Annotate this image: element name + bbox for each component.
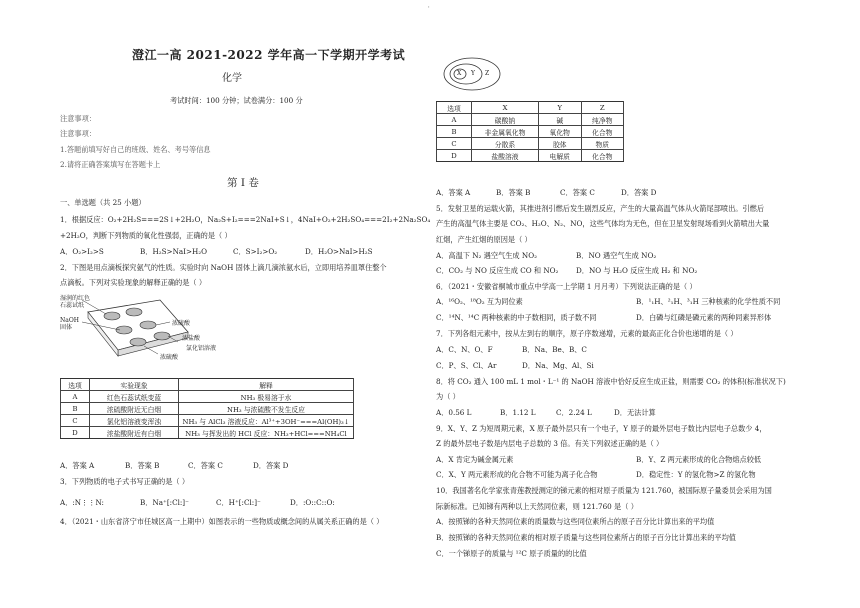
notes-line-4: 2.请将正确答案填写在答题卡上 — [60, 160, 161, 169]
top-dot: ' — [428, 6, 430, 13]
table-cell: 非金属氧化物 — [472, 126, 539, 138]
table-cell: NH₃ 与 AlCl₃ 溶液反应：Al³⁺+3OH⁻===Al(OH)₃↓ — [179, 415, 354, 427]
q3-option-c: C．H⁺[:Cl:]⁻ — [216, 498, 261, 507]
q9-option-d: D．稳定性：Y 的氢化物>Z 的氢化物 — [636, 470, 756, 479]
table-cell: 胶体 — [539, 138, 582, 150]
q6-option-c: C．¹⁴N、¹⁴C 两种核素的中子数相同，质子数不同 — [436, 313, 597, 322]
q6-option-d: D．白磷与红磷是磷元素的两种同素异形体 — [636, 313, 772, 322]
q4-option-b: B．答案 B — [496, 188, 531, 197]
question-5-line-1: 5．发射卫星的运载火箭，其推进剂引燃后发生剧烈反应，产生的大量高温气体从火箭尾部喷出。引燃后 — [436, 204, 765, 213]
table-cell: B — [437, 126, 472, 138]
table-header-cell: 选项 — [61, 379, 90, 391]
q5-option-d: D．NO 与 H₂O 反应生成 H₂ 和 NO₂ — [576, 266, 698, 275]
table-cell: 纯净物 — [581, 114, 624, 126]
q10-option-c: C．一个锑原子的质量与 ¹²C 原子质量的的比值 — [436, 549, 587, 558]
table-cell: 浓盐酸附近有白烟 — [90, 427, 179, 439]
table-cell: 电解质 — [539, 150, 582, 162]
table-cell: 碱 — [539, 114, 582, 126]
question-10-line-1: 10．我国著名化学家张青莲教授测定的锑元素的相对原子质量为 121.760，被国际原子量委员会采用为国 — [436, 486, 772, 495]
exam-info: 考试时间：100 分钟；试卷满分：100 分 — [170, 96, 303, 105]
q7-option-a: A．C、N、O、F — [436, 345, 493, 354]
volume-title: 第 I 卷 — [227, 177, 259, 189]
q7-option-c: C．P、S、Cl、Ar — [436, 361, 497, 370]
table-header-cell: 选项 — [437, 102, 472, 114]
table-cell: 盐酸溶液 — [472, 150, 539, 162]
table-cell: NH₃ 与挥发出的 HCl 反应：NH₃+HCl===NH₄Cl — [179, 427, 354, 439]
table-header-cell: 实验现象 — [90, 379, 179, 391]
q10-option-a: A．按照锑的各种天然同位素的质量数与这些同位素所占的原子百分比计算出来的平均值 — [436, 517, 715, 526]
q5-option-c: C．CO₂ 与 NO 反应生成 CO 和 NO₂ — [436, 266, 559, 275]
fig-label-conc-sulfuric-2: 浓硫酸 — [160, 354, 179, 361]
table-cell: 氧化物 — [539, 126, 582, 138]
question-4: 4．（2021・山东省济宁市任城区高一上期中）如图表示的一些物质或概念间的从属关系正确的是（ ） — [60, 517, 384, 526]
q4-option-a: A．答案 A — [436, 188, 471, 197]
table-header-cell: Y — [539, 102, 582, 114]
question-7: 7．下列各组元素中，按从左到右的顺序，原子序数递增，元素的最高正化合价也递增的是（ ） — [436, 329, 738, 338]
question-1-line-2: +2H₂O，判断下列物质的氧化性强弱，正确的是（ ） — [60, 231, 232, 240]
q1-option-a: A．O₂>I₂>S — [60, 247, 104, 256]
question-9-line-2: Z 的最外层电子数是内层电子总数的 3 倍。有关下列叙述正确的是（ ） — [436, 439, 664, 448]
table-row — [437, 138, 624, 150]
table-cell: 化合物 — [581, 126, 624, 138]
table-row — [61, 415, 354, 427]
table-row — [61, 403, 354, 415]
question-5-line-2: 产生的高温气体主要是 CO₂、H₂O、N₂、NO，这些气体均为无色，但在卫星发射现场看到火箭喷出大量 — [436, 219, 770, 228]
q1-option-c: C．S>I₂>O₂ — [233, 247, 278, 256]
question-3: 3．下列物质的电子式书写正确的是（ ） — [60, 477, 190, 486]
fig-label-naoh-1: NaOH — [60, 317, 79, 324]
q10-option-b: B．按照锑的各种天然同位素的相对原子质量与这些同位素所占的原子百分比计算出来的平均值 — [436, 533, 736, 542]
question-5-line-3: 红烟，产生红烟的原因是（ ） — [436, 235, 532, 244]
table-row — [61, 391, 354, 403]
question-2-line-2: 点滴板。下列对实验现象的解释正确的是（ ） — [60, 278, 207, 287]
q8-option-d: D．无法计算 — [614, 408, 656, 417]
q2-option-d: D．答案 D — [253, 461, 289, 470]
table-row — [61, 427, 354, 439]
table-cell: C — [437, 138, 472, 150]
table-cell: 化合物 — [581, 150, 624, 162]
table-header-cell: 解释 — [179, 379, 354, 391]
fig-label-naoh-2: 固体 — [60, 324, 73, 331]
table-header-cell: Z — [581, 102, 624, 114]
question-6: 6．（2021・安徽省桐城市重点中学高一上学期 1 月月考）下列说法正确的是（ ） — [436, 282, 697, 291]
q6-option-b: B．¹₁H、²₁H、³₁H 三种核素的化学性质不同 — [636, 297, 781, 306]
fig-label-litmus-2: 石蕊试纸 — [60, 302, 85, 309]
q2-option-b: B．答案 B — [125, 461, 160, 470]
venn-label-y: Y — [471, 70, 475, 77]
fig-label-conc-sulfuric-1: 浓硫酸 — [172, 320, 191, 327]
table-cell: NH₃ 与浓硫酸不发生反应 — [179, 403, 354, 415]
question-8-line-2: 为（ ） — [436, 392, 460, 401]
venn-label-z: Z — [485, 70, 490, 77]
q1-option-b: B．H₂S>NaI>H₂O — [140, 247, 208, 256]
table-cell: 氯化铝溶液变浑浊 — [90, 415, 179, 427]
notes-line-1: 注意事项： — [60, 114, 96, 123]
question-1-line-1: 1．根据反应：O₂+2H₂S===2S↓+2H₂O，Na₂S+I₂===2NaI+S↓，4NaI+O₂+2H₂SO₄===2I₂+2Na₂SO₄ — [60, 215, 431, 224]
table-row — [437, 126, 624, 138]
page-title: 澄江一高 2021-2022 学年高一下学期开学考试 — [132, 48, 406, 62]
table-header-row — [61, 379, 354, 391]
q2-option-a: A．答案 A — [60, 461, 95, 470]
table-cell: D — [437, 150, 472, 162]
question-4-table — [436, 101, 624, 162]
q1-option-d: D．H₂O>NaI>H₂S — [305, 247, 373, 256]
table-cell: B — [61, 403, 90, 415]
table-cell: NH₃ 极易溶于水 — [179, 391, 354, 403]
question-9-line-1: 9．X、Y、Z 为短周期元素，X 原子最外层只有一个电子，Y 原子的最外层电子数比内层电子总数少 4， — [436, 424, 767, 433]
table-header-row — [437, 102, 624, 114]
q9-option-c: C．X、Y 两元素形成的化合物不可能为离子化合物 — [436, 470, 598, 479]
table-cell: 碳酸钠 — [472, 114, 539, 126]
table-row — [437, 150, 624, 162]
table-cell: 红色石蕊试纸变蓝 — [90, 391, 179, 403]
fig-label-conc-hcl: 浓盐酸 — [182, 335, 201, 342]
table-cell: A — [61, 391, 90, 403]
notes-line-3: 1.答题前填写好自己的班级、姓名、考号等信息 — [60, 145, 211, 154]
section-title: 一、单选题（共 25 小题） — [60, 198, 146, 207]
q8-option-c: C．2.24 L — [556, 408, 592, 417]
q8-option-a: A．0.56 L — [436, 408, 472, 417]
q7-option-d: D．Na、Mg、Al、Si — [522, 361, 594, 370]
q4-option-c: C．答案 C — [560, 188, 595, 197]
table-header-cell: X — [472, 102, 539, 114]
q3-option-b: B．Na⁺[:Cl:]⁻ — [140, 498, 189, 507]
q9-option-a: A．X 肯定为碱金属元素 — [436, 455, 514, 464]
q5-option-a: A．高温下 N₂ 遇空气生成 NO₂ — [436, 251, 537, 260]
q8-option-b: B．1.12 L — [500, 408, 536, 417]
question-2-table — [60, 378, 354, 439]
table-cell: D — [61, 427, 90, 439]
table-cell: A — [437, 114, 472, 126]
q3-option-d: D．:O::C::O: — [290, 498, 335, 507]
table-cell: 物质 — [581, 138, 624, 150]
q4-option-d: D．答案 D — [621, 188, 657, 197]
q2-option-c: C．答案 C — [188, 461, 223, 470]
venn-label-x: X — [457, 70, 462, 77]
table-cell: C — [61, 415, 90, 427]
question-8-line-1: 8．将 CO₂ 通入 100 mL 1 mol・L⁻¹ 的 NaOH 溶液中恰好反应生成正盐，则需要 CO₂ 的体积(标准状况下) — [436, 377, 786, 386]
fig-label-alcl3: 氯化铝溶液 — [186, 345, 217, 352]
q5-option-b: B．NO 遇空气生成 NO₂ — [576, 251, 657, 260]
notes-line-2: 注意事项： — [60, 129, 96, 138]
subject-title: 化学 — [222, 73, 242, 84]
fig-label-litmus-1: 湿润的红色 — [60, 295, 91, 302]
table-cell: 分散系 — [472, 138, 539, 150]
q6-option-a: A．¹⁶O₂、¹⁸O₂ 互为同位素 — [436, 297, 523, 306]
q3-option-a: A．:N⋮⋮N: — [60, 498, 104, 507]
question-10-line-2: 际新标准。已知锑有两种以上天然同位素，则 121.760 是（ ） — [436, 502, 638, 511]
q9-option-b: B．Y、Z 两元素形成的化合物熔点较低 — [636, 455, 762, 464]
question-2-line-1: 2．下图是用点滴板探究氨气的性质。实验时向 NaOH 固体上滴几滴浓氨水后，立即用培养皿罩住整个 — [60, 263, 387, 272]
q7-option-b: B．Na、Be、B、C — [522, 345, 587, 354]
table-row — [437, 114, 624, 126]
table-cell: 浓硫酸附近无白烟 — [90, 403, 179, 415]
